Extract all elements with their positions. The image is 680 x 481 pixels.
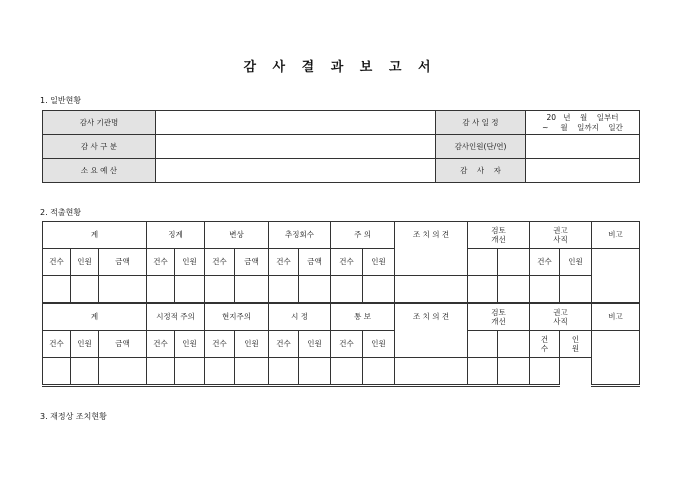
b1-header-discipline: 징계 bbox=[147, 222, 205, 249]
b2-header-corrective-caution: 시정적 주의 bbox=[147, 303, 205, 331]
b1-data-cell[interactable] bbox=[235, 276, 269, 304]
audit-type-value[interactable] bbox=[156, 135, 436, 159]
b1-sub-count: 건수 bbox=[147, 249, 175, 276]
agency-name-value[interactable] bbox=[156, 111, 436, 135]
audit-staff-label: 감사인원(단/연) bbox=[436, 135, 526, 159]
b1-sub-amount: 금액 bbox=[99, 249, 147, 276]
b2-data-cell[interactable] bbox=[530, 358, 560, 386]
b2-sub-amount: 금액 bbox=[99, 331, 147, 358]
b1-remarks-cell[interactable] bbox=[592, 249, 640, 304]
b1-sub-amount: 금액 bbox=[235, 249, 269, 276]
audit-staff-value[interactable] bbox=[526, 135, 640, 159]
b1-header-remarks: 비고 bbox=[592, 222, 640, 249]
b1-sub-count: 건수 bbox=[43, 249, 71, 276]
b2-header-remarks: 비고 bbox=[592, 303, 640, 331]
b2-data-cell[interactable] bbox=[205, 358, 235, 386]
audit-type-label: 감 사 구 분 bbox=[43, 135, 156, 159]
schedule-line-1: 20 년 월 일부터 bbox=[546, 113, 619, 123]
b2-data-cell[interactable] bbox=[99, 358, 147, 386]
b2-data-cell[interactable] bbox=[498, 358, 530, 386]
section-3-heading: 3. 재정상 조치현황 bbox=[40, 412, 107, 421]
schedule-label: 감 사 일 정 bbox=[436, 111, 526, 135]
b1-data-cell[interactable] bbox=[99, 276, 147, 304]
b1-header-compensation: 변상 bbox=[205, 222, 269, 249]
b2-sub-empty bbox=[498, 331, 530, 358]
b1-data-cell[interactable] bbox=[395, 276, 468, 304]
section-2-heading: 2. 적출현황 bbox=[40, 208, 82, 217]
b1-sub-amount: 금액 bbox=[299, 249, 331, 276]
document-title: 감 사 결 과 보 고 서 bbox=[243, 60, 437, 75]
budget-value[interactable] bbox=[156, 159, 436, 183]
b2-sub-empty bbox=[468, 331, 498, 358]
b2-sub-people: 인원 bbox=[175, 331, 205, 358]
b2-data-cell[interactable] bbox=[468, 358, 498, 386]
b1-data-cell[interactable] bbox=[468, 276, 498, 304]
b1-sub-empty bbox=[498, 249, 530, 276]
b1-sub-count: 건수 bbox=[530, 249, 560, 276]
b2-data-cell[interactable] bbox=[299, 358, 331, 386]
b1-data-cell[interactable] bbox=[205, 276, 235, 304]
section-1-heading: 1. 일반현황 bbox=[40, 96, 82, 105]
b2-data-cell[interactable] bbox=[363, 358, 395, 386]
b1-data-cell[interactable] bbox=[147, 276, 175, 304]
b2-sub-count: 건수 bbox=[43, 331, 71, 358]
b2-header-notice: 통 보 bbox=[331, 303, 395, 331]
b2-header-onsite-caution: 현지주의 bbox=[205, 303, 269, 331]
b1-header-review: 검토 개선 bbox=[468, 222, 530, 249]
b2-sub-count: 건수 bbox=[331, 331, 363, 358]
b1-data-cell[interactable] bbox=[498, 276, 530, 304]
b1-header-recovery: 추징회수 bbox=[269, 222, 331, 249]
b2-data-cell[interactable] bbox=[175, 358, 205, 386]
b1-sub-people: 인원 bbox=[71, 249, 99, 276]
b1-data-cell[interactable] bbox=[175, 276, 205, 304]
b2-header-action-opinion: 조 치 의 견 bbox=[395, 303, 468, 358]
b2-data-cell[interactable] bbox=[395, 358, 468, 386]
b1-header-action-opinion: 조 치 의 견 bbox=[395, 222, 468, 276]
b2-sub-count: 건수 bbox=[147, 331, 175, 358]
b2-data-cell[interactable] bbox=[147, 358, 175, 386]
b2-sub-people: 인원 bbox=[235, 331, 269, 358]
b2-header-correction: 시 정 bbox=[269, 303, 331, 331]
b2-sub-people-narrow: 인 원 bbox=[560, 331, 592, 358]
b2-sub-count: 건수 bbox=[269, 331, 299, 358]
b2-data-cell[interactable] bbox=[235, 358, 269, 386]
b2-sub-count-narrow: 건 수 bbox=[530, 331, 560, 358]
b1-sub-empty bbox=[468, 249, 498, 276]
b2-sub-people: 인원 bbox=[363, 331, 395, 358]
b1-data-cell[interactable] bbox=[43, 276, 71, 304]
b1-sub-people: 인원 bbox=[175, 249, 205, 276]
b1-header-total: 계 bbox=[43, 222, 147, 249]
b2-header-resignation: 권고 사직 bbox=[530, 303, 592, 331]
b1-data-cell[interactable] bbox=[71, 276, 99, 304]
general-status-table bbox=[42, 110, 640, 183]
b1-sub-count: 건수 bbox=[331, 249, 363, 276]
b2-data-cell[interactable] bbox=[331, 358, 363, 386]
b2-sub-count: 건수 bbox=[205, 331, 235, 358]
schedule-line-2: ~ 월 일까지 일간 bbox=[542, 122, 623, 132]
auditor-label: 감 사 자 bbox=[436, 159, 526, 183]
budget-label: 소 요 예 산 bbox=[43, 159, 156, 183]
b1-data-cell[interactable] bbox=[269, 276, 299, 304]
b1-data-cell[interactable] bbox=[299, 276, 331, 304]
b1-sub-people: 인원 bbox=[363, 249, 395, 276]
b1-sub-people: 인원 bbox=[560, 249, 592, 276]
b2-header-total: 계 bbox=[43, 303, 147, 331]
b1-data-cell[interactable] bbox=[363, 276, 395, 304]
b2-data-cell[interactable] bbox=[71, 358, 99, 386]
b1-data-cell[interactable] bbox=[530, 276, 560, 304]
b2-data-cell[interactable] bbox=[43, 358, 71, 386]
b2-sub-people: 인원 bbox=[71, 331, 99, 358]
b2-sub-people: 인원 bbox=[299, 331, 331, 358]
b1-data-cell[interactable] bbox=[331, 276, 363, 304]
b1-sub-count: 건수 bbox=[269, 249, 299, 276]
findings-table bbox=[42, 221, 640, 387]
b1-header-resignation: 권고 사직 bbox=[530, 222, 592, 249]
schedule-value[interactable] bbox=[526, 111, 640, 135]
auditor-value[interactable] bbox=[526, 159, 640, 183]
agency-name-label: 감사 기관명 bbox=[43, 111, 156, 135]
b1-header-caution: 주 의 bbox=[331, 222, 395, 249]
b2-data-cell[interactable] bbox=[269, 358, 299, 386]
b1-sub-count: 건수 bbox=[205, 249, 235, 276]
b2-header-review: 검토 개선 bbox=[468, 303, 530, 331]
b2-remarks-cell[interactable] bbox=[592, 331, 640, 386]
